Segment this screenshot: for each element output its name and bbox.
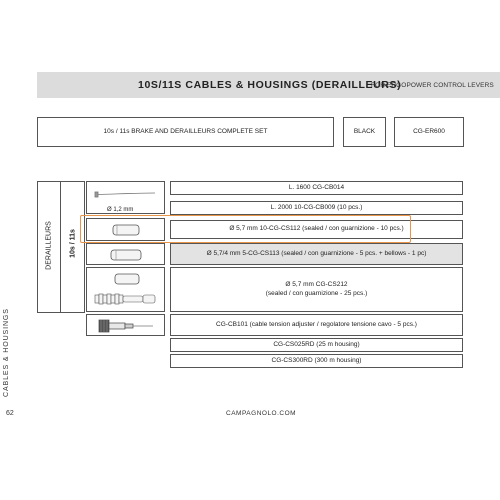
product-row-cb014: L. 1600 CG-CB014 — [170, 181, 463, 195]
tension-adjuster-image — [87, 315, 166, 337]
product-row-cs212-line1: Ø 5,7 mm CG-CS212 — [285, 280, 348, 288]
complete-set-code: CG-ER600 — [394, 117, 464, 147]
product-row-cs025rd: CG-CS025RD (25 m housing) — [170, 338, 463, 352]
footer-website: CAMPAGNOLO.COM — [226, 410, 297, 417]
cable-diameter-label: Ø 1,2 mm — [107, 207, 134, 213]
tension-adjuster-image-box — [86, 314, 165, 336]
complete-set-name: 10s / 11s BRAKE AND DERAILLEURS COMPLETE SET — [37, 117, 334, 147]
complete-set-color: BLACK — [343, 117, 386, 147]
product-row-cb101: CG-CB101 (cable tension adjuster / regolatore tensione cavo - 5 pcs.) — [170, 314, 463, 336]
product-row-cb009: L. 2000 10-CG-CB009 (10 pcs.) — [170, 201, 463, 215]
product-row-cs112: Ø 5,7 mm 10-CG-CS112 (sealed / con guarnizione - 10 pcs.) — [170, 220, 463, 239]
bellows-image — [87, 268, 166, 313]
sealed-housing-image — [87, 244, 166, 266]
page-subtitle: FOR ERGOPOWER CONTROL LEVERS — [371, 82, 494, 89]
category-label: CABLES & HOUSINGS — [3, 308, 10, 397]
product-row-cs212-line2: (sealed / con guarnizione - 25 pcs.) — [265, 289, 368, 297]
derailleurs-label: DERAILLEURS — [45, 221, 53, 270]
page-number: 62 — [6, 410, 14, 417]
product-row-cs113: Ø 5,7/4 mm 5-CG-CS113 (sealed / con guarnizione - 5 pcs. + bellows - 1 pc) — [170, 243, 463, 265]
product-row-cs300rd: CG-CS300RD (300 m housing) — [170, 354, 463, 368]
highlight-frame — [80, 215, 411, 243]
speeds-label: 10s / 11s — [69, 229, 77, 258]
bellows-image-box — [86, 267, 165, 312]
page-title: 10S/11S CABLES & HOUSINGS (DERAILLEURS) — [138, 79, 402, 91]
sealed-housing-image-box — [86, 243, 165, 265]
product-row-cs212 — [170, 267, 463, 312]
